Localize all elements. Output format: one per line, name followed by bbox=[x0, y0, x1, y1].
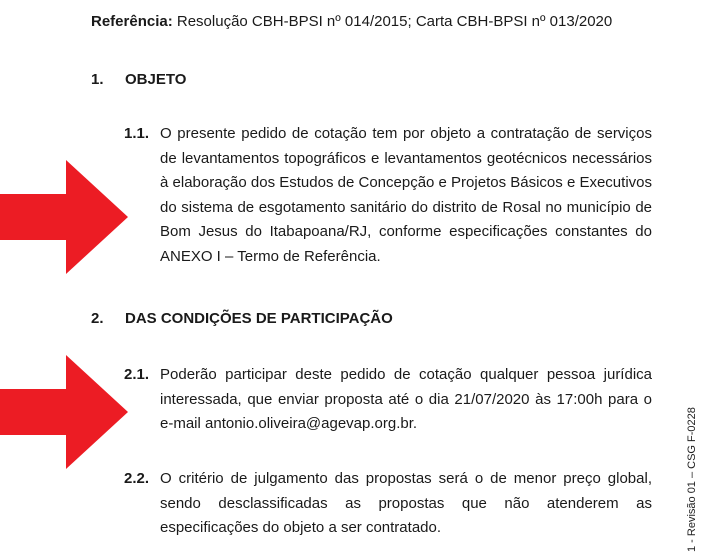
red-arrow-icon bbox=[0, 355, 130, 469]
red-arrow-icon bbox=[0, 160, 130, 274]
item-paragraph: Poderão participar deste pedido de cotação qualquer pessoa jurídica interessada, que enviar proposta até o dia 21/07/2020 às 17:00h para o e-mail antonio.oliveira@agevap.org.br. bbox=[160, 366, 652, 433]
document-footer-code: 1 - Revisão 01 – CSG F-0228 bbox=[686, 407, 698, 552]
reference-line bbox=[91, 13, 612, 30]
section-number: 2. bbox=[91, 310, 104, 327]
section-title: OBJETO bbox=[125, 71, 187, 88]
item-paragraph: O presente pedido de cotação tem por objeto a contratação de serviços de levantamentos topográficos e levantamentos geotécnicos necessários à elaboração dos Estudos de Concepção e Projetos Básicos e Executivos do sistema de esgotamento sanitário do distrito de Rosal no município de Bom Jesus do Itabapoana/RJ, conforme especificações constantes do ANEXO I – Termo de Referência. bbox=[160, 125, 652, 265]
item-number: 1.1. bbox=[124, 125, 150, 142]
item-number: 2.1. bbox=[124, 366, 150, 383]
reference-label: Referência: bbox=[91, 13, 173, 30]
reference-value: Resolução CBH-BPSI nº 014/2015; Carta CBH-BPSI nº 013/2020 bbox=[176, 13, 613, 30]
item-number: 2.2. bbox=[124, 470, 150, 487]
section-title: DAS CONDIÇÕES DE PARTICIPAÇÃO bbox=[125, 310, 393, 327]
section-number: 1. bbox=[91, 71, 104, 88]
item-paragraph: O critério de julgamento das propostas será o de menor preço global, sendo desclassificadas as propostas que não atenderem as especificações do objeto a ser contratado. bbox=[160, 470, 652, 537]
